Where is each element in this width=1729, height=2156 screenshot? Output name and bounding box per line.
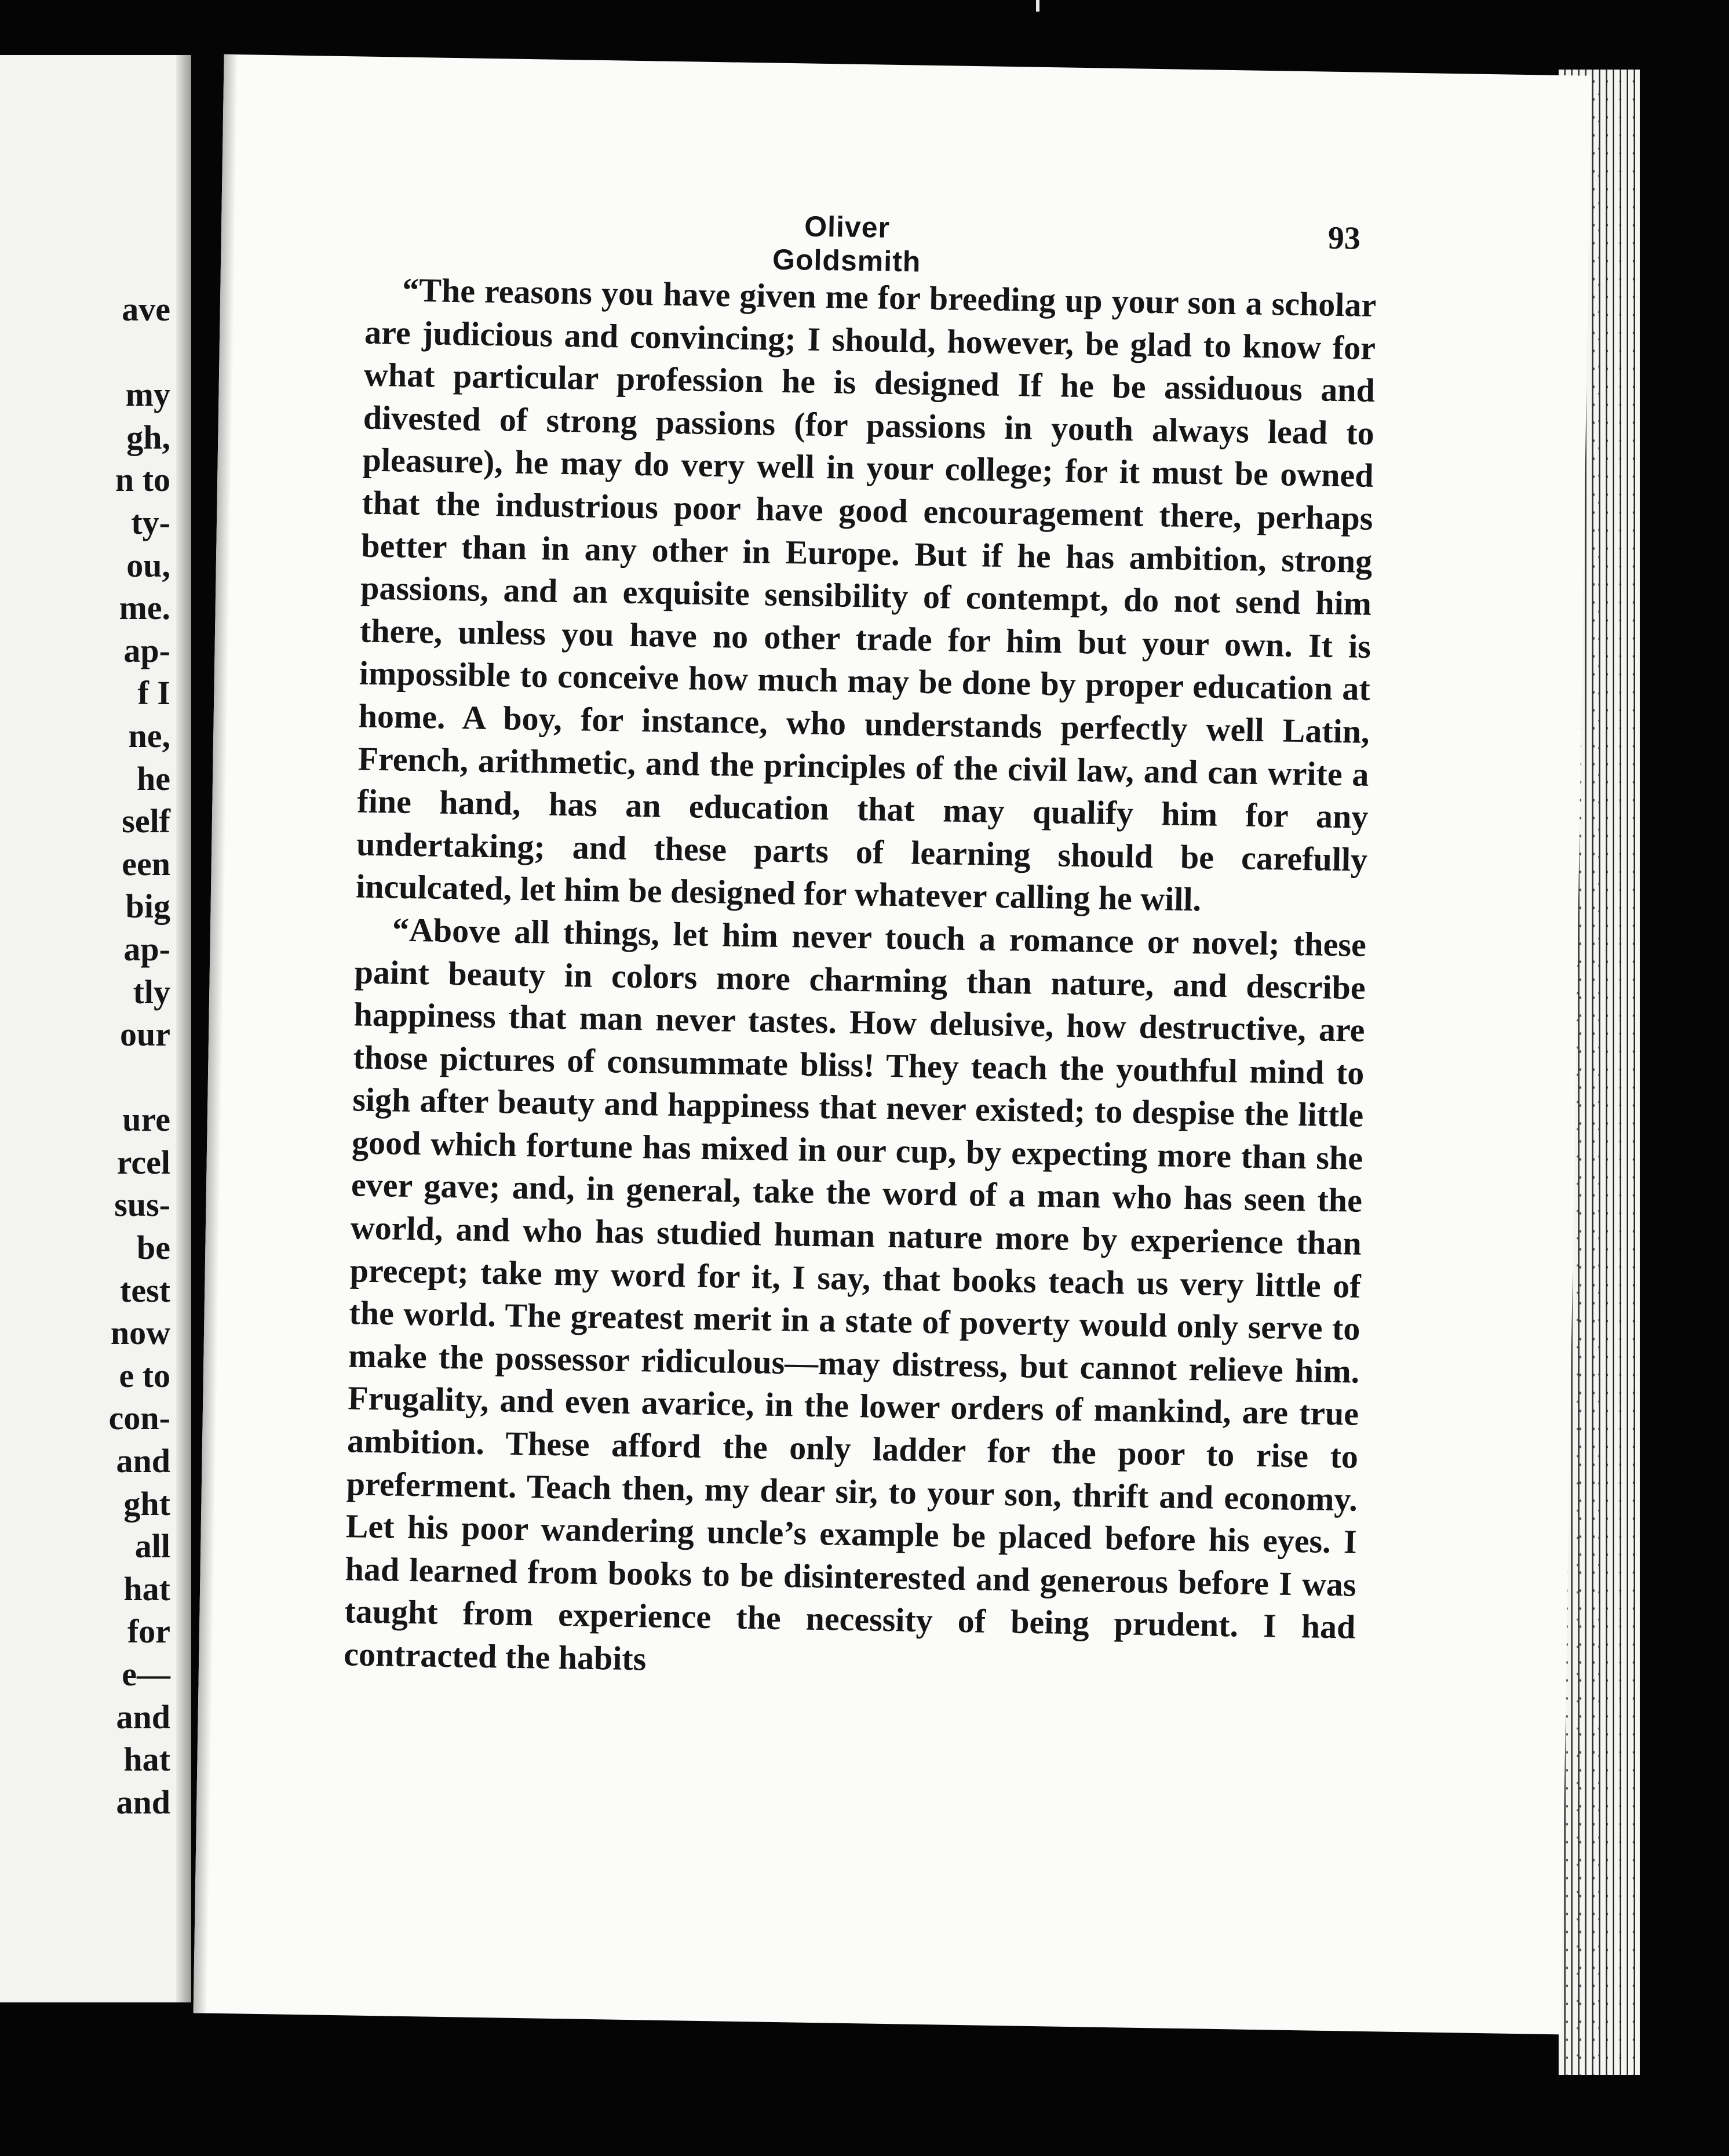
left-page-line (109, 1056, 170, 1099)
left-page-line: gh, (126, 418, 170, 456)
left-page-line: sus- (114, 1186, 170, 1224)
left-page-line: ave (122, 290, 170, 328)
left-page-line: f I (137, 674, 170, 712)
left-page-line: ght (123, 1484, 170, 1523)
page-number: 93 (1327, 220, 1361, 257)
gutter-shadow (176, 55, 191, 2002)
left-page-line: ap- (123, 930, 170, 968)
body-text (344, 268, 1377, 1692)
left-page-line: for (127, 1612, 170, 1651)
left-page-line: ty- (131, 503, 170, 541)
left-page-line: ure (122, 1101, 170, 1139)
left-page-line: test (120, 1271, 170, 1309)
left-page-line: big (125, 887, 170, 926)
page-edge-shade (194, 54, 238, 2013)
left-page-line: rcel (116, 1143, 170, 1181)
left-page-line: ou, (126, 546, 170, 584)
left-page (0, 55, 191, 2002)
left-page-line: all (134, 1527, 170, 1565)
left-page-line (109, 331, 170, 374)
left-page-line: ap- (123, 631, 170, 669)
left-page-line: n to (115, 461, 170, 499)
left-page-line: he (137, 759, 170, 797)
left-page-line: tly (133, 973, 170, 1011)
scan-mark (1036, 0, 1039, 12)
left-page-line: now (110, 1314, 170, 1352)
left-page-line: and (116, 1698, 170, 1736)
left-page-line: een (122, 844, 170, 883)
left-page-line: e to (119, 1356, 170, 1394)
left-page-line: and (116, 1442, 170, 1480)
running-head: Oliver Goldsmith (772, 210, 921, 278)
left-page-line: ne, (128, 716, 170, 755)
left-page-line: and (116, 1783, 170, 1821)
left-page-line: hat (123, 1569, 170, 1608)
left-page-line: my (125, 376, 170, 414)
left-page-line: hat (123, 1740, 170, 1779)
left-page-line: e— (122, 1655, 170, 1693)
left-page-line: self (122, 802, 170, 840)
paragraph: “Above all things, let him never touch a romance or novel; these paint beauty in colors more charming than nature, and describe happiness that man never tastes. How delusive, how destructive, are those pictures of consummate bliss! They teach the youthful mind to sigh after beauty and happiness that never existed; to despise the little good which fortune has mixed in our cup, by expecting more than she ever gave; and, in general, take the word of a man who has seen the world, and who has studied human nature more by experience than precept; take my word for it, I say, that books teach us very little of the world. The greatest merit in a state of poverty would only serve to make the possessor ridiculous—may distress, but cannot relieve him. Frugality, and even avarice, in the lower orders of mankind, are true ambition. These afford the only ladder for the poor to rise to preferment. Teach then, my dear sir, to your son, thrift and economy. Let his poor wandering uncle’s example be placed before his eyes. I had learned from books to be disinterested and generous before I was taught from experience the necessity of being prudent. I had contracted the habits (343, 911, 1367, 1678)
left-page-text (109, 288, 170, 1823)
left-page-line: con- (108, 1399, 170, 1437)
left-page-line: me. (119, 589, 170, 627)
paragraph: “The reasons you have given me for breeding up your son a scholar are judicious and convincing; I should, however, be glad to know for what particular profession he is designed If he be assiduous and divested of strong passions (for passions in youth always lead to pleasure), he may do very well in your college; for it must be owned that the industrious poor have good encouragement there, perhaps better than in any other in Europe. But if he has ambition, strong passions, and an exquisite sensibility of contempt, do not send him there, unless you have no other trade for him but your own. It is impossible to conceive how much may be done by proper education at home. A boy, for instance, who understands perfectly well Latin, French, arithmetic, and the principles of the civil law, and can write a fine hand, has an education that may qualify him for any undertaking; and these parts of learning should be carefully inculcated, let him be designed for whatever calling he will. (355, 271, 1377, 919)
left-page-line: be (137, 1229, 170, 1267)
left-page-line: our (120, 1015, 170, 1054)
main-page (194, 54, 1592, 2035)
